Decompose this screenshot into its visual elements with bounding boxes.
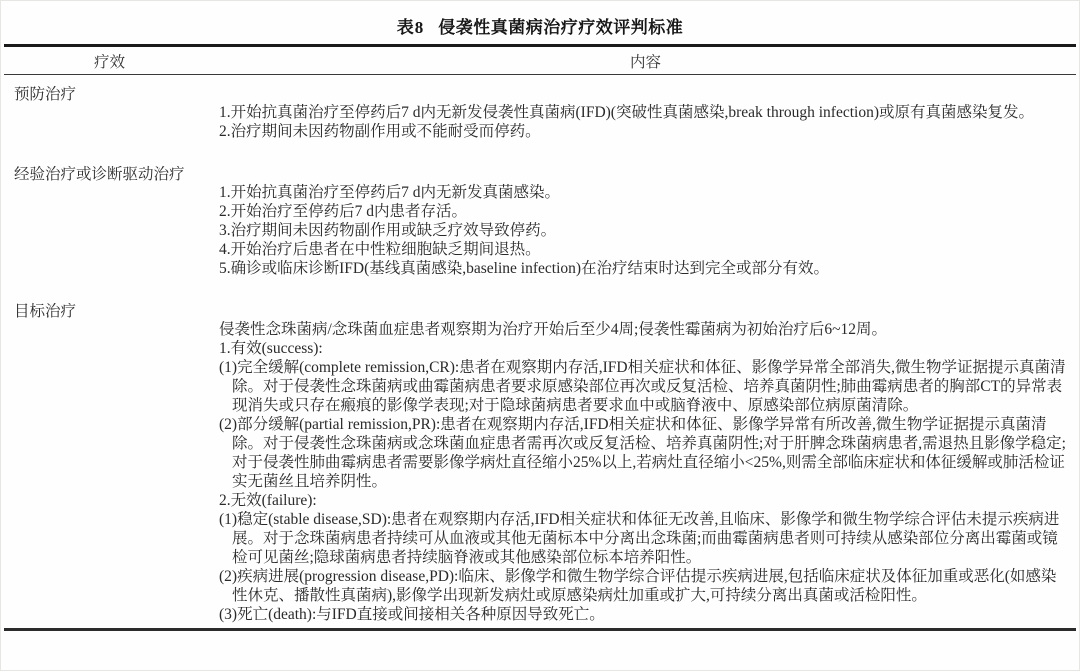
efficacy-criteria-table — [4, 44, 1076, 631]
content-item: 侵袭性念珠菌病/念珠菌血症患者观察期为治疗开始后至少4周;侵袭性霉菌病为初始治疗后6~12周。 — [219, 321, 888, 338]
table-row — [4, 155, 1076, 292]
row-label: 预防治疗 — [14, 86, 77, 103]
content-item: (1)稳定(stable disease,SD):患者在观察期内存活,IFD相关症状和体征无改善,且临床、影像学和微生物学综合评估未提示疾病进展。对于念珠菌病患者持续可从血液或其他无菌标本中分离出念珠菌;而曲霉菌病患者则可持续从感染部位分离出霉菌或镜检可见菌丝;隐球菌病患者持续脑脊液或其他感染部位标本培养阳性。 — [219, 511, 1060, 566]
table-title-text: 侵袭性真菌病治疗疗效评判标准 — [438, 18, 684, 37]
table-row — [4, 75, 1076, 155]
content-item: (1)完全缓解(complete remission,CR):患者在观察期内存活,IFD相关症状和体征、影像学异常全部消失,微生物学证据提示真菌清除。对于侵袭性念珠菌病或曲霉菌病患者要求原感染部位再次或反复活检、培养真菌阴性;肺曲霉病患者的胸部CT的异常表现消失或只存在瘢痕的影像学表现;对于隐球菌病患者要求血中或脑脊液中、原感染部位病原菌清除。 — [219, 359, 1066, 414]
content-item: 1.开始抗真菌治疗至停药后7 d内无新发真菌感染。 — [219, 184, 561, 201]
row-content — [219, 292, 1076, 628]
content-item: 4.开始治疗后患者在中性粒细胞缺乏期间退热。 — [219, 241, 541, 258]
content-item: 3.治疗期间未因药物副作用或缺乏疗效导致停药。 — [219, 222, 557, 239]
content-item: 2.治疗期间未因药物副作用或不能耐受而停药。 — [219, 123, 541, 140]
table-header-row — [4, 47, 1076, 75]
table-body — [4, 75, 1076, 628]
content-item: 2.无效(failure): — [219, 492, 317, 509]
row-content — [219, 75, 1076, 155]
header-efficacy: 疗效 — [93, 53, 125, 71]
row-label: 目标治疗 — [14, 303, 77, 320]
content-item: (2)疾病进展(progression disease,PD):临床、影像学和微生物学综合评估提示疾病进展,包括临床症状及体征加重或恶化(如感染性休克、播散性真菌病),影像学出现新发病灶或原感染病灶加重或扩大,可持续分离出真菌或活检阳性。 — [219, 568, 1057, 604]
table-title — [0, 0, 1080, 35]
row-content — [219, 155, 1076, 292]
row-label: 经验治疗或诊断驱动治疗 — [14, 166, 185, 183]
content-item: 1.开始抗真菌治疗至停药后7 d内无新发侵袭性真菌病(IFD)(突破性真菌感染,break through infection)或原有真菌感染复发。 — [219, 104, 1034, 121]
content-item: 1.有效(success): — [219, 340, 323, 357]
content-item: (2)部分缓解(partial remission,PR):患者在观察期内存活,IFD相关症状和体征、影像学异常有所改善,微生物学证据提示真菌清除。对于侵袭性念珠菌病或念珠菌血症患者需再次或反复活检、培养真菌阴性;对于肝脾念珠菌病患者,需退热且影像学稳定;对于侵袭性肺曲霉病患者需要影像学病灶直径缩小25%以上,若病灶直径缩小<25%,则需全部临床症状和体征缓解或肺活检证实无菌丝且培养阴性。 — [219, 416, 1066, 490]
table-number: 表8 — [396, 18, 425, 37]
table-row — [4, 292, 1076, 628]
content-item: 2.开始治疗至停药后7 d内患者存活。 — [219, 203, 468, 220]
content-item: 5.确诊或临床诊断IFD(基线真菌感染,baseline infection)在治疗结束时达到完全或部分有效。 — [219, 260, 830, 277]
content-item: (3)死亡(death):与IFD直接或间接相关各种原因导致死亡。 — [219, 606, 605, 623]
header-content: 内容 — [629, 53, 661, 71]
